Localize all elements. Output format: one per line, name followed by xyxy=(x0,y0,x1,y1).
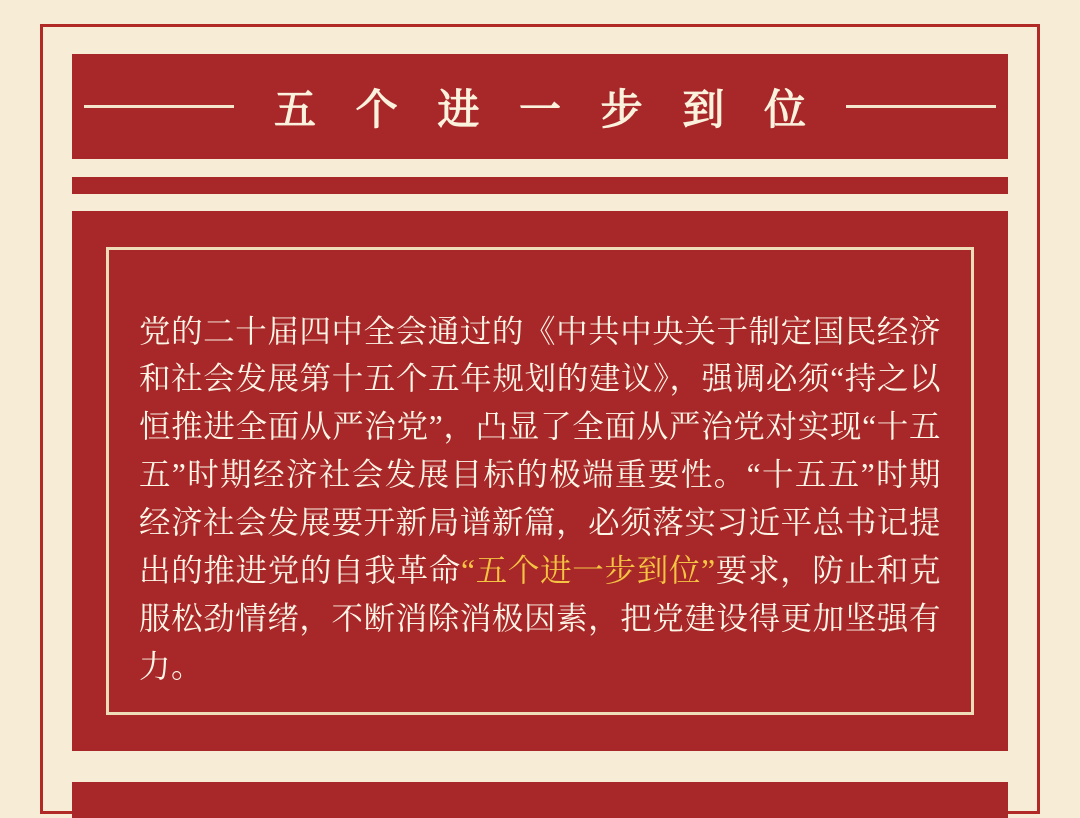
body-text-part1: 党的二十届四中全会通过的《中共中央关于制定国民经济和社会发展第十五个五年规划的建议》，强调必须“持之以恒推进全面从严治党”，凸显了全面从严治党对实现“十五五”时期经济社会发展目标的极端重要性。“十五五”时期经济社会发展要开新局谱新篇，必须落实习近平总书记提出的推进党的自我革命 xyxy=(139,313,941,588)
body-paragraph xyxy=(139,308,941,691)
body-text-part2: 要求，防止和克服松劲情绪，不断消除消极因素，把党建设得更加坚强有力。 xyxy=(139,552,941,684)
bottom-bar xyxy=(72,782,1008,818)
content-stack xyxy=(72,54,1008,751)
title-rule-right xyxy=(846,105,996,108)
poster-title: 五 个 进 一 步 到 位 xyxy=(273,85,820,133)
separator-bar xyxy=(72,177,1008,194)
title-banner-inner xyxy=(72,77,1008,137)
body-inner-frame xyxy=(106,247,974,715)
title-banner xyxy=(72,54,1008,159)
body-block xyxy=(72,211,1008,751)
body-text-highlight: “五个进一步到位” xyxy=(461,552,716,588)
title-rule-left xyxy=(84,105,234,108)
